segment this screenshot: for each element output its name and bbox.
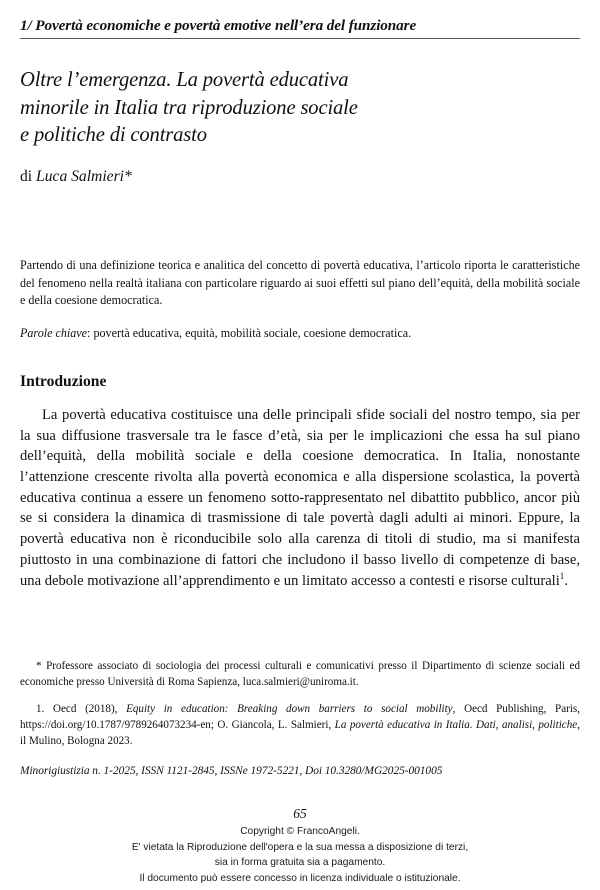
copyright-line-4: Il documento può essere concesso in licenza individuale o istituzionale. xyxy=(139,872,461,884)
article-title-line-2: minorile in Italia tra riproduzione sociale xyxy=(20,96,358,119)
footnote-1-segment-2: , Oecd Publishing, Paris, https://doi.org/10.1787/9789264073234-en; O. Giancola, L. Salmieri, xyxy=(20,702,581,731)
keywords-label: Parole chiave xyxy=(20,325,88,340)
footnote-reference-1[interactable]: 1 xyxy=(559,570,565,581)
footnote-1-segment-1: Oecd (2018), xyxy=(44,702,127,715)
copyright-line-1: Copyright © FrancoAngeli. xyxy=(240,826,360,837)
byline-author: Luca Salmieri* xyxy=(36,167,132,185)
footnote-1 xyxy=(20,702,580,750)
keywords-values: povertà educativa, equità, mobilità sociale, coesione democratica. xyxy=(93,325,412,340)
header-rule xyxy=(20,38,580,39)
footnote-1-title-1: Equity in education: Breaking down barriers to social mobility xyxy=(126,702,453,715)
byline-prefix: di xyxy=(20,167,33,185)
footnote-1-title-2: La povertà educativa in Italia. Dati, analisi, politiche xyxy=(334,718,578,731)
keywords-separator: : xyxy=(87,325,94,340)
footnote-1-segment-3: , il Mulino, Bologna 2023. xyxy=(20,718,580,747)
page-number: 65 xyxy=(293,806,307,821)
keywords-line xyxy=(20,325,580,343)
copyright-footer xyxy=(0,824,600,886)
footnote-affiliation: * Professore associato di sociologia dei processi culturali e comunicativi presso il Dipartimento di scienze sociali ed economiche presso Università di Roma Sapienza, luca.salmieri@uniroma.it. xyxy=(20,660,580,688)
article-title xyxy=(20,67,580,150)
body-paragraph xyxy=(20,405,580,591)
footnote-1-number: 1. xyxy=(36,702,45,715)
copyright-line-2: E' vietata la Riproduzione dell'opera e la sua messa a disposizione di terzi, xyxy=(131,841,469,853)
body-paragraph-tail: . xyxy=(564,572,568,589)
journal-citation-line: Minorigiustizia n. 1-2025, ISSN 1121-2845, ISSNe 1972-5221, Doi 10.3280/MG2025-001005 xyxy=(20,765,443,777)
body-paragraph-text: La povertà educativa costituisce una delle principali sfide sociali del nostro tempo, sia per la sua diffusione trasversale tra le fasce d’età, sia per le implicazioni che essa ha sul piano dell’equità, della mobilità sociale e della coesione democratica. In Italia, nonostante l’attenzione crescente rivolta alla povertà economica e alla dispersione scolastica, la povertà educativa continua a essere un fenomeno sotto-rappresentato nel dibattito pubblico, ancor più se si considera la dinamica di trasmissione di tale povertà dagli adulti ai minori. Eppure, la povertà educativa non è riconducibile solo alla carenza di titoli di studio, ma si manifesta piuttosto in una combinazione di fattori che includono il basso livello di competenze di base, una debole motivazione all’apprendimento e un limitato accesso a contesti e risorse culturali xyxy=(20,406,580,589)
article-title-line-3: e politiche di contrasto xyxy=(20,124,207,147)
section-heading-introduzione: Introduzione xyxy=(20,373,107,391)
article-byline xyxy=(20,167,580,187)
abstract-paragraph: Partendo di una definizione teorica e analitica del concetto di povertà educativa, l’articolo riporta le caratteristiche del fenomeno nella realtà italiana con particolare riguardo ai suoi effetti sul piano dell’equità, della mobilità sociale e della coesione democratica. xyxy=(20,258,580,308)
running-header: 1/ Povertà economiche e povertà emotive nell’era del funzionare xyxy=(20,17,417,34)
footnotes-block xyxy=(20,648,580,761)
article-title-line-1: Oltre l’emergenza. La povertà educativa xyxy=(20,69,349,91)
copyright-line-3: sia in forma gratuita sia a pagamento. xyxy=(214,857,386,868)
